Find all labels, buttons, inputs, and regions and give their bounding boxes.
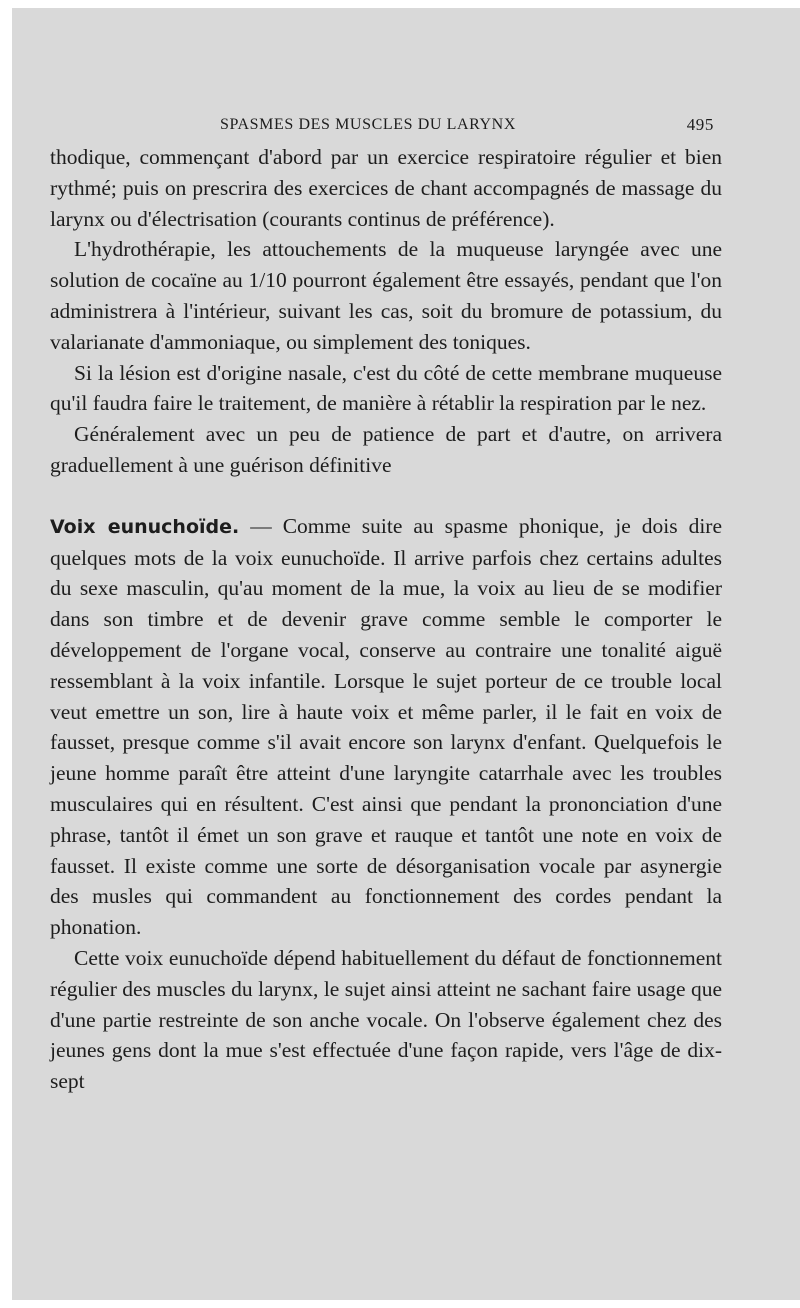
paragraph-continuation: thodique, commençant d'abord par un exercice respiratoire régulier et bien rythmé; puis on prescrira des exercices de chant accompagnés de massage du larynx ou d'électrisation (courants continus de préférence). — [50, 145, 722, 231]
paragraph-conclusion: Généralement avec un peu de patience de part et d'autre, on arrivera graduellement à une guérison définitive — [50, 422, 722, 477]
section-paragraph-1 — [50, 511, 722, 943]
section-gap — [50, 481, 722, 511]
paragraph-hydrotherapy: L'hydrothérapie, les attouchements de la muqueuse laryngée avec une solution de cocaïne au 1/10 pourront également être essayés, pendant que l'on administrera à l'intérieur, suivant les cas, soit du bromure de potassium, du valarianate d'ammoniaque, ou simplement des toniques. — [50, 237, 722, 354]
running-header — [50, 108, 722, 142]
page-number: 495 — [686, 115, 714, 134]
book-page — [12, 8, 800, 1300]
section-paragraph-2: Cette voix eunuchoïde dépend habituellement du défaut de fonctionnement régulier des muscles du larynx, le sujet ainsi atteint ne sachant faire usage que d'une partie restreinte de son anche vocale. On l'observe également chez des jeunes gens dont la mue s'est effectuée d'une façon rapide, vers l'âge de dix-sept — [50, 945, 722, 1094]
paragraph-nasal-lesion: Si la lésion est d'origine nasale, c'est du côté de cette membrane muqueuse qu'il faudra faire le traitement, de manière à rétablir la respiration par le nez. — [50, 360, 722, 416]
running-title: SPASMES DES MUSCLES DU LARYNX — [220, 116, 516, 133]
page-content — [50, 108, 722, 1097]
section-heading: Voix eunuchoïde. — [50, 515, 240, 538]
heading-separator: — — [239, 513, 283, 538]
section-text-1: Comme suite au spasme phonique, je dois dire quelques mots de la voix eunuchoïde. Il arrive parfois chez certains adultes du sexe masculin, qu'au moment de la mue, la voix au lieu de se modifier dans son timbre et de devenir grave comme semble le comporter le développement de l'organe vocal, conserve au contraire une tonalité aiguë ressemblant à la voix infantile. Lorsque le sujet porteur de ce trouble local veut emettre un son, lire à haute voix et même parler, il le fait en voix de fausset, presque comme s'il avait encore son larynx d'enfant. Quelquefois le jeune homme paraît être atteint d'une laryngite catarrhale avec les troubles musculaires qui en résultent. C'est ainsi que pendant la prononciation d'une phrase, tantôt il émet un son grave et rauque et tantôt une note en voix de fausset. Il existe comme une sorte de désorganisation vocale par asynergie des musles qui commandent au fonctionnement des cordes pendant la phonation. — [50, 513, 722, 940]
